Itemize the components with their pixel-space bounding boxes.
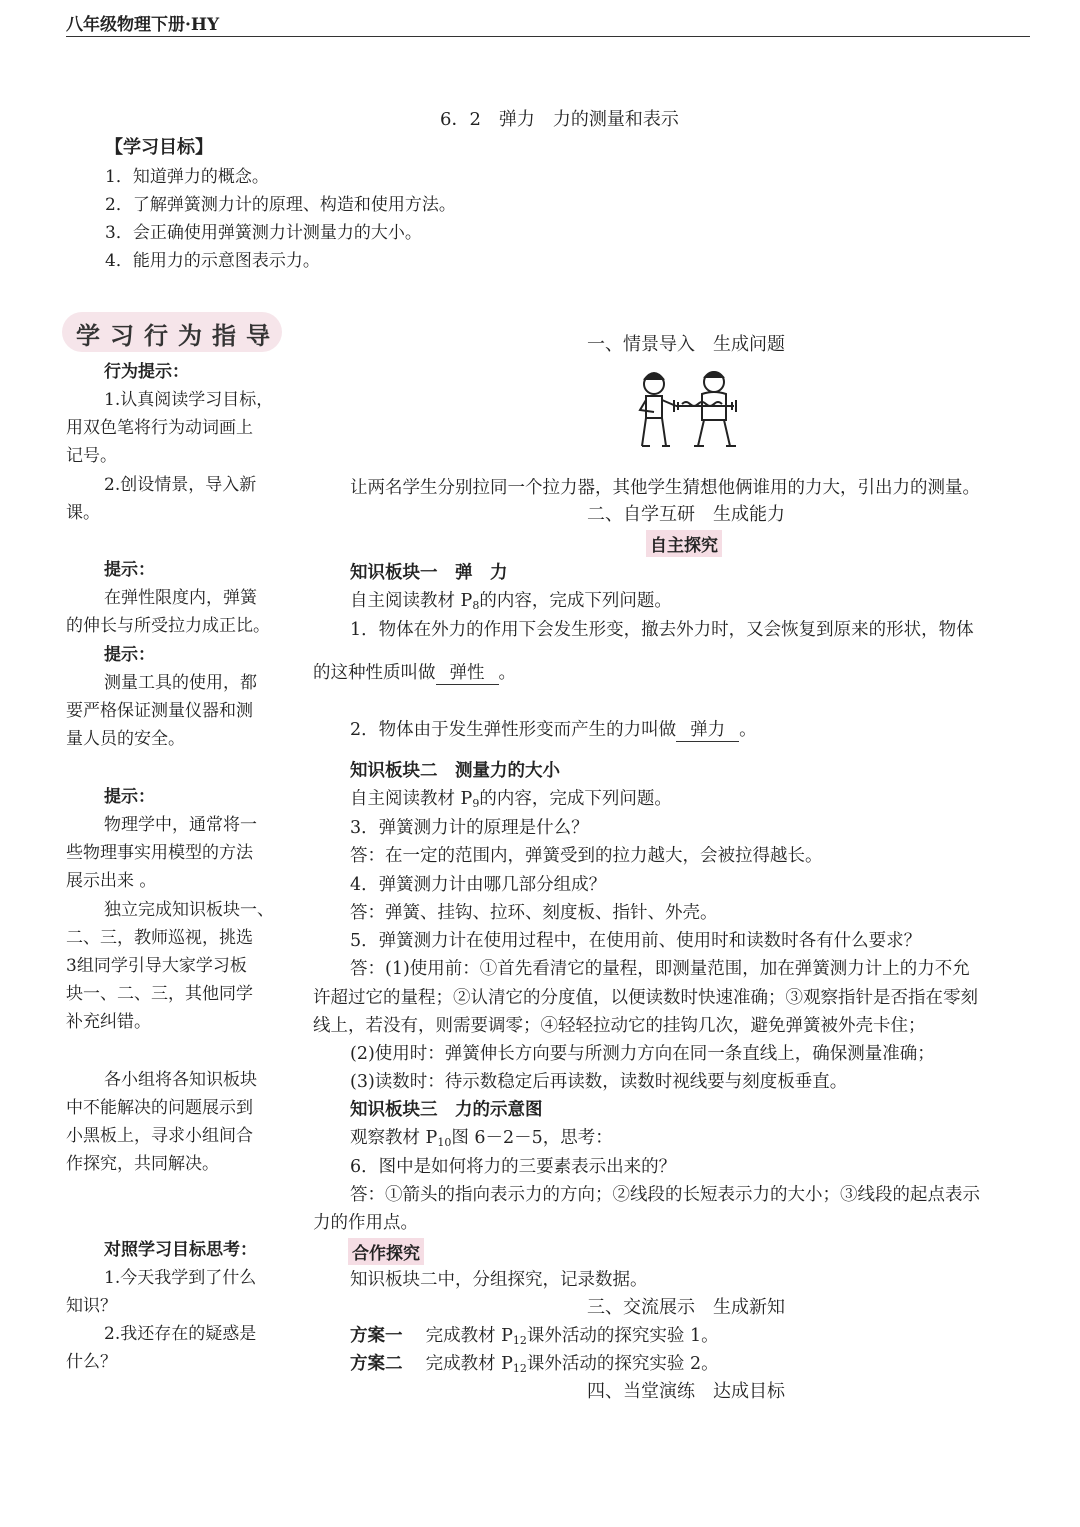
answer-text: (3)读数时：待示数稳定后再读数，读数时视线要与刻度板垂直。 xyxy=(350,1072,848,1092)
question-text: 4．弹簧测力计由哪几部分组成？ xyxy=(350,875,607,895)
objectives-heading: 【学习目标】 xyxy=(105,137,213,158)
hint-line: 小黑板上，寻求小组间合 xyxy=(66,1126,253,1146)
intro-text: 让两名学生分别拉同一个拉力器，其他学生猜想他俩谁用的力大，引出力的测量。 xyxy=(350,478,980,498)
reflect-title: 对照学习目标思考： xyxy=(104,1240,257,1260)
block-title: 知识板块一 弹 力 xyxy=(350,563,508,583)
question-text: 3．弹簧测力计的原理是什么？ xyxy=(350,818,589,838)
answer-text: 力的作用点。 xyxy=(313,1213,418,1233)
badge-char: 行 xyxy=(144,322,168,350)
hint-line: 课。 xyxy=(66,503,100,523)
hint-title: 行为提示： xyxy=(104,362,189,382)
badge-char: 习 xyxy=(110,322,134,350)
badge-char: 为 xyxy=(178,322,202,350)
hint-line: 展示出来 。 xyxy=(66,871,157,891)
hint-title: 提示： xyxy=(104,560,155,580)
hint-line: 测量工具的使用，都 xyxy=(104,673,257,693)
hint-line: 中不能解决的问题展示到 xyxy=(66,1098,253,1118)
read-instruction: 观察教材 $P_{10}$图 6－2－5，思考： xyxy=(350,1128,613,1149)
read-instruction: 自主阅读教材 $P_8$的内容，完成下列问题。 xyxy=(350,591,672,612)
guidance-badge xyxy=(62,312,282,352)
answer-text: (2)使用时：弹簧伸长方向要与所测力方向在同一条直线上，确保测量准确； xyxy=(350,1044,935,1064)
hint-title: 提示： xyxy=(104,787,155,807)
answer-text: 答：弹簧、挂钩、拉环、刻度板、指针、外壳。 xyxy=(350,903,718,923)
badge-char: 指 xyxy=(212,322,236,350)
read-instruction: 自主阅读教材 $P_9$的内容，完成下列问题。 xyxy=(350,789,672,810)
badge-char: 学 xyxy=(76,322,100,350)
hint-line: 3组同学引导大家学习板 xyxy=(66,956,247,976)
plan-item: 方案二 完成教材 $P_{12}$课外活动的探究实验 2。 xyxy=(350,1354,719,1375)
answer-text: 答：(1)使用前：①首先看清它的量程，即测量范围，加在弹簧测力计上的力不允 xyxy=(350,959,970,979)
hint-line: 各小组将各知识板块 xyxy=(104,1070,257,1090)
question-text: 1．物体在外力的作用下会发生形变，撤去外力时，又会恢复到原来的形状，物体 xyxy=(350,620,974,640)
objective-item: 2．了解弹簧测力计的原理、构造和使用方法。 xyxy=(105,195,456,215)
hint-line: 要严格保证测量仪器和测 xyxy=(66,701,253,721)
question-text: 的这种性质叫做 弹性 。 xyxy=(313,659,516,685)
reflect-line: 知识？ xyxy=(66,1296,117,1316)
section-heading: 三、交流展示 生成新知 xyxy=(587,1297,785,1318)
hint-line: 记号。 xyxy=(66,446,117,466)
hint-line: 些物理事实用模型的方法 xyxy=(66,843,253,863)
hint-line: 补充纠错。 xyxy=(66,1012,151,1032)
objective-item: 4．能用力的示意图表示力。 xyxy=(105,251,320,271)
answer-text: 答：在一定的范围内，弹簧受到的拉力越大，会被拉得越长。 xyxy=(350,846,823,866)
badge-char: 导 xyxy=(246,322,270,350)
answer-blank: 弹力 xyxy=(676,716,739,742)
question-text: 6．图中是如何将力的三要素表示出来的？ xyxy=(350,1157,677,1177)
reflect-line: 什么？ xyxy=(66,1352,117,1372)
hint-line: 的伸长与所受拉力成正比。 xyxy=(66,616,270,636)
hint-line: 在弹性限度内，弹簧 xyxy=(104,588,257,608)
students-pulling-expander-illustration xyxy=(632,370,752,458)
hint-line: 2.创设情景，导入新 xyxy=(104,475,257,495)
hint-line: 独立完成知识板块一、 xyxy=(104,900,274,920)
hint-line: 量人员的安全。 xyxy=(66,729,185,749)
section-heading: 一、情景导入 生成问题 xyxy=(587,334,785,355)
answer-blank: 弹性 xyxy=(436,659,499,685)
reflect-line: 1.今天我学到了什么 xyxy=(104,1268,257,1288)
section-heading: 四、当堂演练 达成目标 xyxy=(587,1381,785,1402)
cooperation-text: 知识板块二中，分组探究，记录数据。 xyxy=(350,1270,648,1290)
objective-item: 3．会正确使用弹簧测力计测量力的大小。 xyxy=(105,223,422,243)
hint-line: 作探究，共同解决。 xyxy=(66,1154,219,1174)
plan-item: 方案一 完成教材 $P_{12}$课外活动的探究实验 1。 xyxy=(350,1326,719,1347)
hint-line: 1.认真阅读学习目标， xyxy=(104,390,274,410)
hint-line: 块一、二、三，其他同学 xyxy=(66,984,253,1004)
self-study-tag: 自主探究 xyxy=(646,530,722,557)
page-header: 八年级物理下册·HY xyxy=(66,15,220,35)
reflect-line: 2.我还存在的疑惑是 xyxy=(104,1324,257,1344)
hint-title: 提示： xyxy=(104,645,155,665)
header-divider xyxy=(66,36,1030,37)
answer-text: 线上，若没有，则需要调零；④轻轻拉动它的挂钩几次，避免弹簧被外壳卡住； xyxy=(313,1016,926,1036)
block-title: 知识板块三 力的示意图 xyxy=(350,1100,543,1120)
block-title: 知识板块二 测量力的大小 xyxy=(350,761,560,781)
hint-line: 用双色笔将行为动词画上 xyxy=(66,418,253,438)
answer-text: 许超过它的量程；②认清它的分度值，以便读数时快速准确；③观察指针是否指在零刻 xyxy=(313,988,978,1008)
cooperation-tag: 合作探究 xyxy=(348,1238,424,1265)
answer-text: 答：①箭头的指向表示力的方向；②线段的长短表示力的大小；③线段的起点表示 xyxy=(350,1185,980,1205)
hint-line: 二、三，教师巡视，挑选 xyxy=(66,928,253,948)
hint-line: 物理学中，通常将一 xyxy=(104,815,257,835)
section-heading: 二、自学互研 生成能力 xyxy=(587,504,785,525)
objective-item: 1．知道弹力的概念。 xyxy=(105,167,269,187)
question-text: 2．物体由于发生弹性形变而产生的力叫做 弹力 。 xyxy=(350,716,757,742)
question-text: 5．弹簧测力计在使用过程中，在使用前、使用时和读数时各有什么要求？ xyxy=(350,931,922,951)
lesson-title: 6．2 弹力 力的测量和表示 xyxy=(440,109,679,130)
